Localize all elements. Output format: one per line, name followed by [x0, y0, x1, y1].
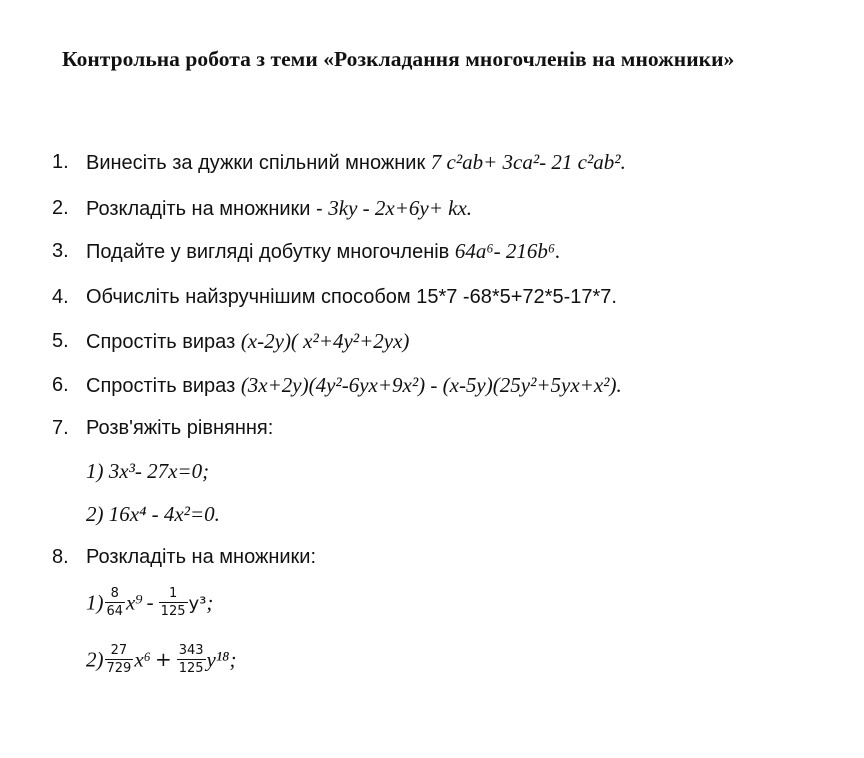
item-expression: (x-2y)( x²+4y²+2yx): [240, 329, 410, 353]
variable: y³: [188, 593, 207, 615]
terminator: ;: [206, 590, 214, 615]
item-text: Спростіть вираз (3x+2y)(4y²-6yx+9x²) - (x-5y)(25y²+5yx+x²).: [86, 373, 622, 397]
item-expression: 3ky - 2x+6y+ kx.: [328, 196, 473, 220]
fraction: $\frac{27}{729}$: [106, 643, 132, 676]
item-number: 2.: [52, 197, 69, 219]
item-expression: 64a⁶- 216b⁶.: [454, 239, 561, 263]
factor-expression-1: [86, 588, 213, 621]
variable: x⁹: [126, 590, 143, 615]
item-number: 8.: [52, 546, 69, 568]
item-number: 3.: [52, 240, 69, 262]
operator: +: [154, 647, 172, 672]
item-text: Подайте у вигляді добутку многочленів 64a⁶- 216b⁶.: [86, 239, 561, 263]
item-number: 1.: [52, 151, 69, 173]
fraction: $\frac{343}{125}$: [178, 643, 204, 676]
variable: x⁶: [134, 647, 151, 672]
equation-1: 1) 3x³- 27x=0;: [86, 459, 210, 483]
item-expression: (3x+2y)(4y²-6yx+9x²) - (x-5y)(25y²+5yx+x²).: [240, 373, 622, 397]
operator: -: [146, 590, 154, 615]
page-title: Контрольна робота з теми «Розкладання многочленів на множники»: [62, 47, 735, 71]
item-text: Винесіть за дужки спільний множник 7 c²ab+ 3ca²- 21 c²ab².: [86, 150, 626, 174]
sub-label: 2): [86, 647, 104, 672]
equation-2: 2) 16x⁴ - 4x²=0.: [86, 502, 220, 526]
item-text: Розкладіть на множники:: [86, 546, 317, 568]
item-number: 6.: [52, 374, 69, 396]
sub-label: 1): [86, 590, 104, 615]
item-number: 4.: [52, 286, 69, 308]
item-number: 5.: [52, 330, 69, 352]
factor-expression-2: [86, 645, 236, 678]
item-text: Обчисліть найзручнішим способом 15*7 -68*5+72*5-17*7.: [86, 286, 617, 308]
item-number: 7.: [52, 417, 69, 439]
item-text: Розкладіть на множники - 3ky - 2x+6y+ kx.: [86, 196, 473, 220]
item-text: Спростіть вираз (x-2y)( x²+4y²+2yx): [86, 329, 410, 353]
variable: y¹⁸: [206, 647, 230, 672]
item-expression: 7 c²ab+ 3ca²- 21 c²ab².: [430, 150, 626, 174]
item-text: Розв'яжіть рівняння:: [86, 417, 274, 439]
terminator: ;: [229, 647, 237, 672]
fraction: $\frac{1}{125}$: [160, 586, 186, 619]
fraction: $\frac{8}{64}$: [106, 586, 124, 619]
